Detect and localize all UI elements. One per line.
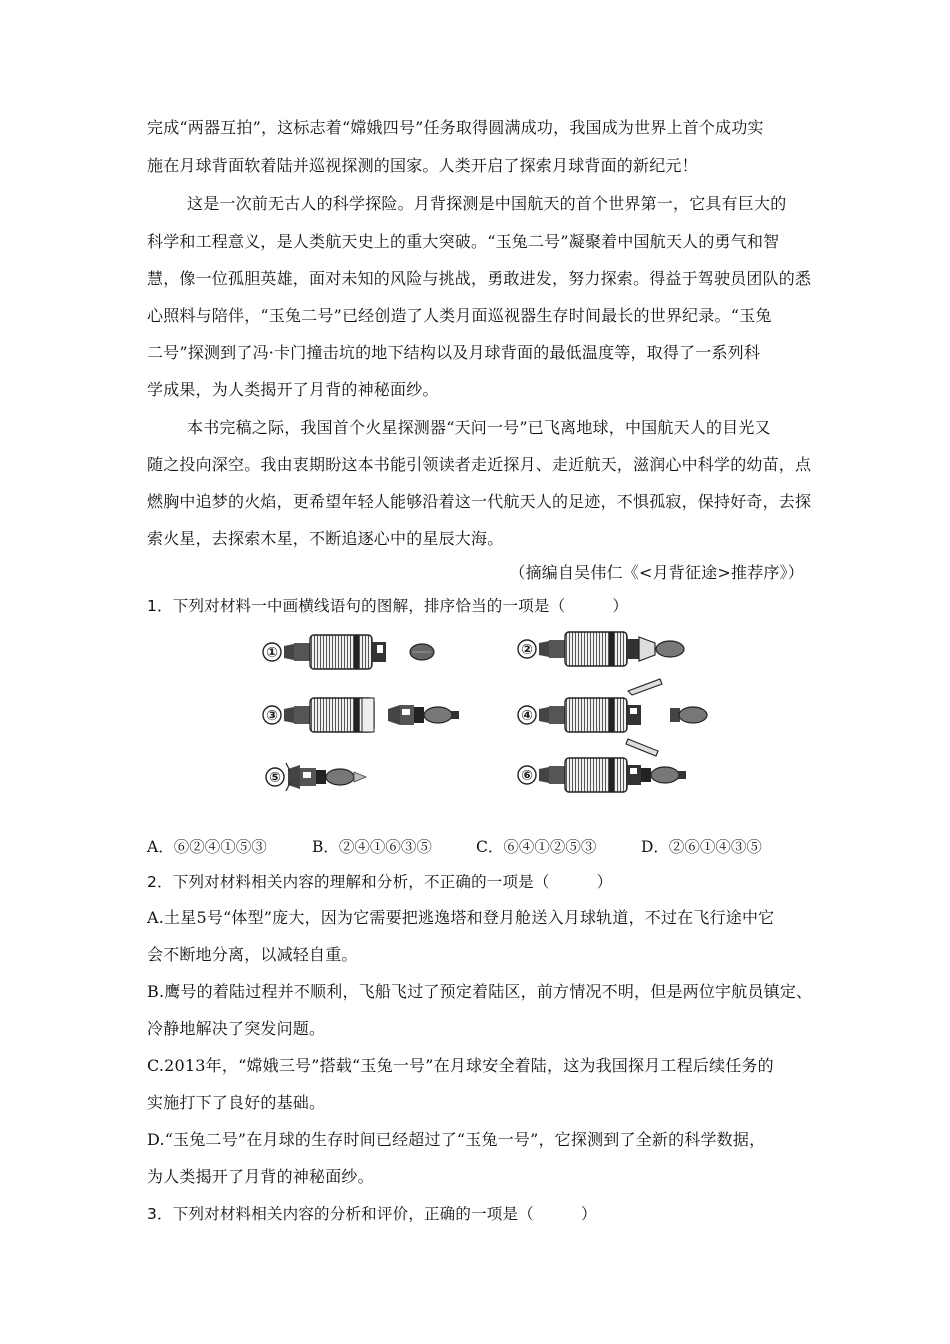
q1-option-a: A．⑥②④①⑤③ bbox=[147, 838, 267, 856]
q1-option-b: B．②④①⑥③⑤ bbox=[312, 838, 432, 856]
question-1-stem: 1．下列对材料一中画横线语句的图解，排序恰当的一项是（ ） bbox=[147, 597, 629, 615]
figure-label-6: ⑥ bbox=[521, 768, 533, 784]
question-2-stem: 2．下列对材料相关内容的理解和分析，不正确的一项是（ ） bbox=[147, 873, 613, 891]
figure-label-5: ⑤ bbox=[269, 770, 281, 786]
figure-label-4: ④ bbox=[521, 708, 533, 724]
rocket-1 bbox=[263, 635, 434, 669]
figure-label-2: ② bbox=[521, 642, 533, 658]
q2-option-line: B.鹰号的着陆过程并不顺利，飞船飞过了预定着陆区，前方情况不明，但是两位宇航员镇定、 bbox=[147, 982, 813, 1001]
q1-option-d: D．②⑥①④③⑤ bbox=[641, 838, 762, 856]
rocket-4 bbox=[518, 679, 707, 756]
q2-option-line: 冷静地解决了突发问题。 bbox=[147, 1019, 326, 1038]
rocket-diagram-svg bbox=[250, 625, 720, 805]
passage-line: 学成果，为人类揭开了月背的神秘面纱。 bbox=[147, 380, 439, 399]
passage-line: 心照料与陪伴，“玉兔二号”已经创造了人类月面巡视器生存时间最长的世界纪录。“玉兔 bbox=[147, 306, 772, 325]
q2-option-line: D.“玉兔二号”在月球的生存时间已经超过了“玉兔一号”，它探测到了全新的科学数据， bbox=[147, 1130, 766, 1149]
passage-line: 本书完稿之际，我国首个火星探测器“天问一号”已飞离地球，中国航天人的目光又 bbox=[187, 418, 771, 437]
q2-option-line: 为人类揭开了月背的神秘面纱。 bbox=[147, 1167, 374, 1186]
passage-line: 施在月球背面软着陆并巡视探测的国家。人类开启了探索月球背面的新纪元！ bbox=[147, 156, 698, 175]
question-3-stem: 3．下列对材料相关内容的分析和评价，正确的一项是（ ） bbox=[147, 1205, 597, 1223]
q2-option-line: 实施打下了良好的基础。 bbox=[147, 1093, 326, 1112]
passage-line: 慧，像一位孤胆英雄，面对未知的风险与挑战，勇敢进发，努力探索。得益于驾驶员团队的悉 bbox=[147, 269, 812, 288]
q2-option-line: A.土星5号“体型”庞大，因为它需要把逃逸塔和登月舱送入月球轨道，不过在飞行途中它 bbox=[147, 908, 775, 927]
q2-option-line: C.2013年，“嫦娥三号”搭载“玉兔一号”在月球安全着陆，这为我国探月工程后续任务的 bbox=[147, 1056, 774, 1075]
passage-line: 燃胸中追梦的火焰，更希望年轻人能够沿着这一代航天人的足迹，不惧孤寂，保持好奇，去探 bbox=[147, 492, 812, 511]
passage-line: 这是一次前无古人的科学探险。月背探测是中国航天的首个世界第一，它具有巨大的 bbox=[187, 194, 787, 213]
figure-label-1: ① bbox=[266, 645, 278, 661]
passage-line: 二号”探测到了冯·卡门撞击坑的地下结构以及月球背面的最低温度等，取得了一系列科 bbox=[147, 343, 761, 362]
rocket-3 bbox=[263, 698, 459, 732]
rocket-6 bbox=[518, 758, 686, 792]
figure-label-3: ③ bbox=[266, 708, 278, 724]
passage-source: （摘编自吴伟仁《<月背征途>推荐序》） bbox=[509, 563, 804, 582]
passage-line: 科学和工程意义，是人类航天史上的重大突破。“玉兔二号”凝聚着中国航天人的勇气和智 bbox=[147, 232, 780, 251]
passage-line: 完成“两器互拍”，这标志着“嫦娥四号”任务取得圆满成功，我国成为世界上首个成功实 bbox=[147, 118, 764, 137]
rocket-stage-diagram bbox=[250, 625, 720, 805]
passage-line: 索火星，去探索木星，不断追逐心中的星辰大海。 bbox=[147, 529, 504, 548]
passage-line: 随之投向深空。我由衷期盼这本书能引领读者走近探月、走近航天，滋润心中科学的幼苗，点 bbox=[147, 455, 812, 474]
rocket-5 bbox=[266, 763, 366, 791]
rocket-2 bbox=[518, 632, 684, 666]
q2-option-line: 会不断地分离，以减轻自重。 bbox=[147, 945, 358, 964]
q1-option-c: C．⑥④①②⑤③ bbox=[476, 838, 597, 856]
